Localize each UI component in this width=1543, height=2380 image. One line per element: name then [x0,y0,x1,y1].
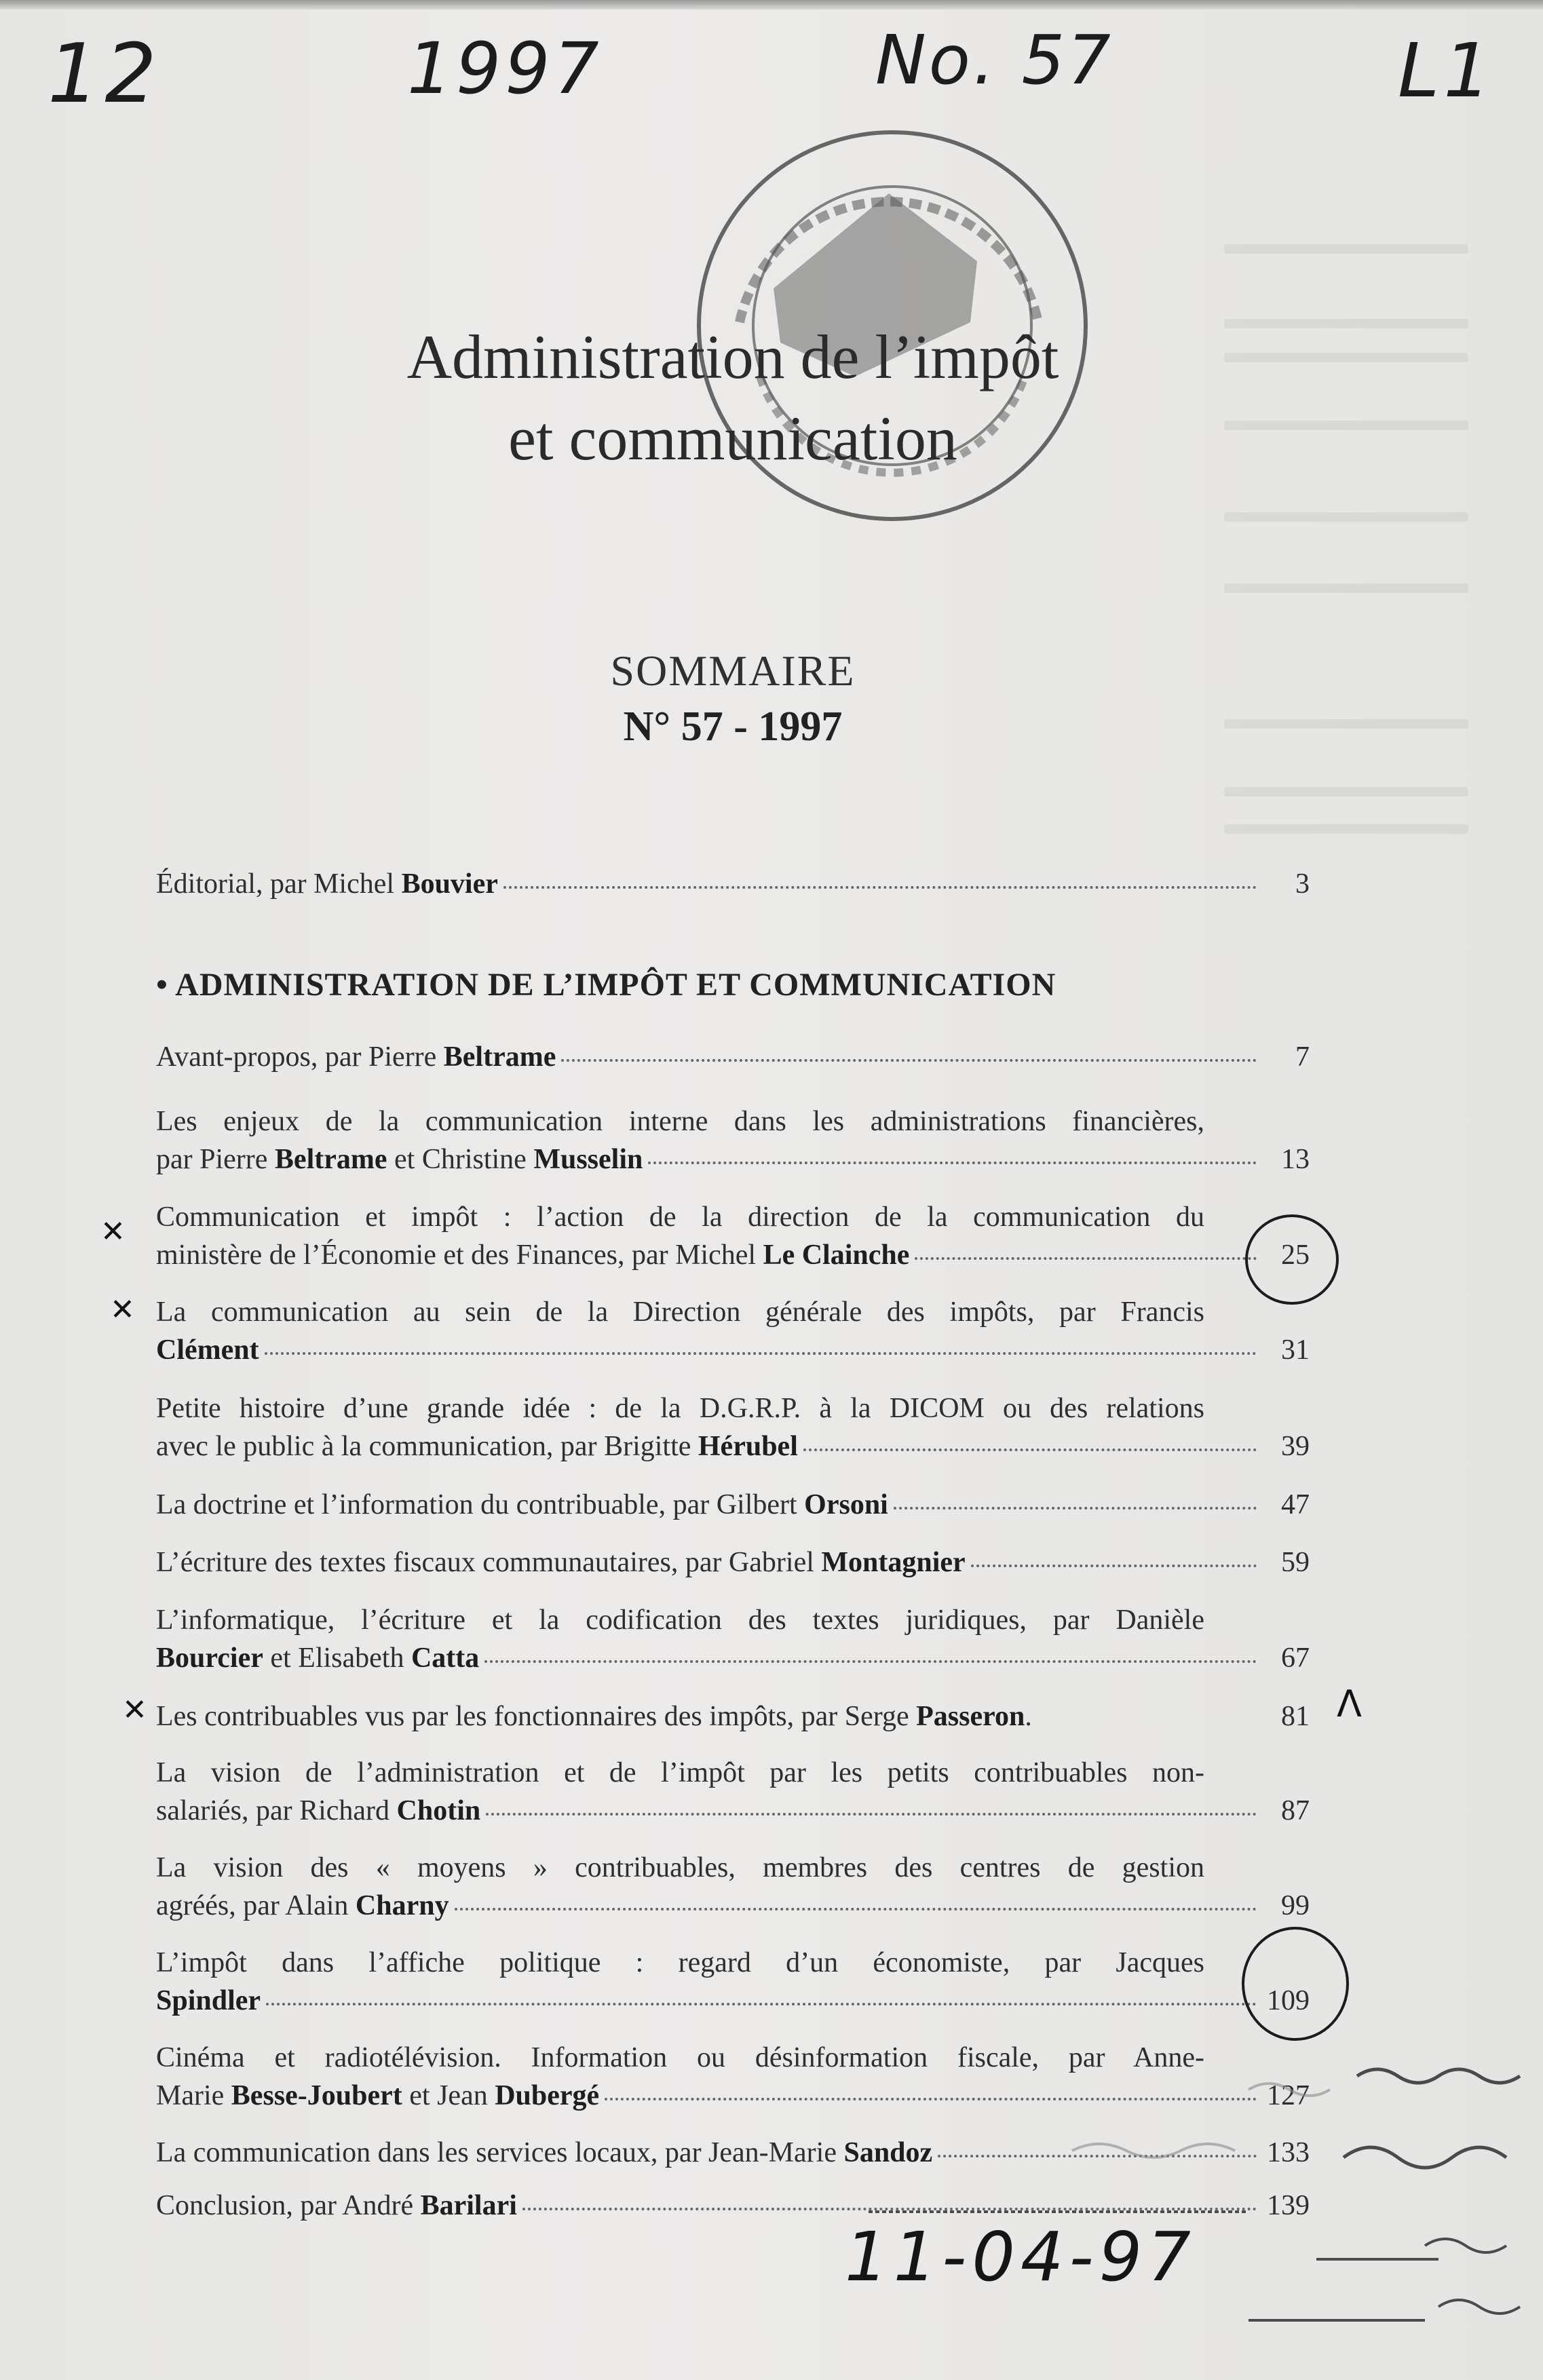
entry-text: L’informatique, l’écriture et la codification des textes juridiques, par Danièle [156,1605,1204,1636]
entry-author: Spindler [156,1985,261,2016]
entry-page: 87 [1281,1795,1310,1826]
entry-page: 133 [1267,2137,1310,2168]
page-circle-icon [1245,1214,1339,1305]
entry-page: 81 [1281,1701,1310,1732]
toc-entry [156,1697,1310,1735]
entry-author: Beltrame [274,1144,387,1175]
entry-text: salariés, par Richard [156,1795,397,1826]
bleed-through [1224,583,1468,593]
toc-entry [156,1198,1310,1274]
entry-text: Les contribuables vus par les fonctionnaires des impôts, par Serge [156,1701,917,1732]
leader-dots [971,1562,1257,1567]
journal-title-line2: et communication [508,404,957,473]
entry-text: Marie [156,2080,231,2111]
entry-text: . [1025,1701,1032,1732]
check-mark-icon: ᐱ [1337,1683,1362,1725]
entry-page: 127 [1267,2080,1310,2111]
leader-dots [561,1056,1257,1062]
entry-author: Clément [156,1335,259,1366]
check-mark-icon: ✕ [122,1693,147,1727]
leader-dots [503,883,1257,889]
entry-text: La communication au sein de la Direction générale des impôts, par Francis [156,1297,1204,1328]
entry-author: Bourcier [156,1643,263,1674]
entry-text: La doctrine et l’information du contribuable, par Gilbert [156,1489,805,1520]
handwritten-year: 1997 [407,27,603,110]
leader-dots [803,1446,1257,1451]
entry-page: 109 [1267,1985,1310,2016]
toc-entry [156,1486,1310,1524]
entry-page: 13 [1281,1144,1310,1175]
page-circle-icon [1242,1927,1349,2041]
entry-author: Dubergé [495,2080,600,2111]
entry-text: La vision de l’administration et de l’impôt par les petits contribuables non- [156,1757,1204,1788]
entry-author: Montagnier [821,1547,966,1578]
toc-entry-editorial [156,865,1310,903]
entry-author: Besse-Joubert [231,2080,402,2111]
entry-text: Petite histoire d’une grande idée : de la D.G.R.P. à la DICOM ou des relations [156,1393,1204,1424]
leader-dots [266,2000,1257,2005]
section-heading: • ADMINISTRATION DE L’IMPÔT ET COMMUNICATION [156,967,1056,1003]
bleed-through [1224,787,1468,796]
entry-text: La communication dans les services locaux, par Jean-Marie [156,2137,844,2168]
leader-dots [1037,1716,1257,1721]
handwritten-issue: No. 57 [875,20,1113,100]
leader-dots [484,1657,1257,1663]
entry-author: Chotin [396,1795,481,1826]
entry-text: L’écriture des textes fiscaux communautaires, par Gabriel [156,1547,822,1578]
entry-page: 39 [1281,1431,1310,1462]
scan-edge [0,0,1543,9]
leader-dots [915,1254,1257,1260]
entry-author: Hérubel [698,1431,798,1462]
entry-text: L’impôt dans l’affiche politique : regard d’un économiste, par Jacques [156,1947,1204,1978]
entry-text: ministère de l’Économie et des Finances, par Michel [156,1240,763,1271]
leader-dots [455,1905,1257,1911]
toc-entry [156,1849,1310,1925]
toc-entry [156,1102,1310,1178]
entry-author: Bouvier [401,868,498,900]
entry-text: Éditorial, par Michel [156,868,402,900]
entry-page: 47 [1281,1489,1310,1520]
entry-text: Avant-propos, par Pierre [156,1041,444,1073]
entry-text: Les enjeux de la communication interne dans les administrations financières, [156,1106,1204,1137]
toc-entry [156,1944,1310,2020]
entry-text: Cinéma et radiotélévision. Information ou désinformation fiscale, par Anne- [156,2042,1204,2073]
leader-dots [265,1349,1257,1355]
entry-page: 7 [1295,1041,1310,1073]
entry-text: Conclusion, par André [156,2190,421,2221]
entry-text: avec le public à la communication, par Brigitte [156,1431,698,1462]
entry-page: 99 [1281,1890,1310,1921]
entry-author: Beltrame [443,1041,556,1073]
entry-page: 139 [1267,2190,1310,2221]
toc-entry [156,1754,1310,1830]
leader-dots [648,1159,1257,1164]
entry-text: agréés, par Alain [156,1890,356,1921]
entry-page: 3 [1295,868,1310,900]
toc-entry [156,1601,1310,1677]
bleed-through [1224,512,1468,522]
toc-entry [156,1389,1310,1465]
toc-entry [156,1543,1310,1581]
toc-entry [156,1293,1310,1369]
entry-author: Le Clainche [763,1240,910,1271]
entry-author: Barilari [420,2190,517,2221]
entry-text: Communication et impôt : l’action de la direction de la communication du [156,1202,1204,1233]
entry-text: et Jean [402,2080,495,2111]
entry-text: par Pierre [156,1144,275,1175]
entry-page: 67 [1281,1643,1310,1674]
check-mark-icon: ✕ [110,1292,135,1327]
entry-page: 59 [1281,1547,1310,1578]
sommaire-title: SOMMAIRE [610,647,856,695]
entry-author: Passeron [916,1701,1025,1732]
bleed-through [1224,824,1468,834]
entry-page: 25 [1281,1240,1310,1271]
entry-author: Musselin [533,1144,643,1175]
entry-author: Orsoni [804,1489,888,1520]
entry-author: Charny [355,1890,449,1921]
bleed-through [1224,244,1468,254]
toc-entry [156,1038,1310,1076]
leader-dots [894,1504,1257,1510]
journal-title-line1: Administration de l’impôt [406,322,1059,391]
entry-author: Catta [411,1643,480,1674]
arabic-marginalia-icon [869,2035,1534,2347]
entry-text: et Christine [387,1144,534,1175]
sommaire-issue: N° 57 - 1997 [623,704,843,750]
entry-author: Sandoz [843,2137,933,2168]
handwritten-number: 12 [47,27,162,121]
entry-page: 31 [1281,1335,1310,1366]
entry-text: et Elisabeth [263,1643,411,1674]
handwritten-code: L1 [1398,27,1496,114]
leader-dots [486,1810,1257,1816]
check-mark-icon: ✕ [100,1214,126,1249]
entry-text: La vision des « moyens » contribuables, membres des centres de gestion [156,1852,1204,1883]
handwritten-date: 11-04-97 [845,2217,1196,2297]
